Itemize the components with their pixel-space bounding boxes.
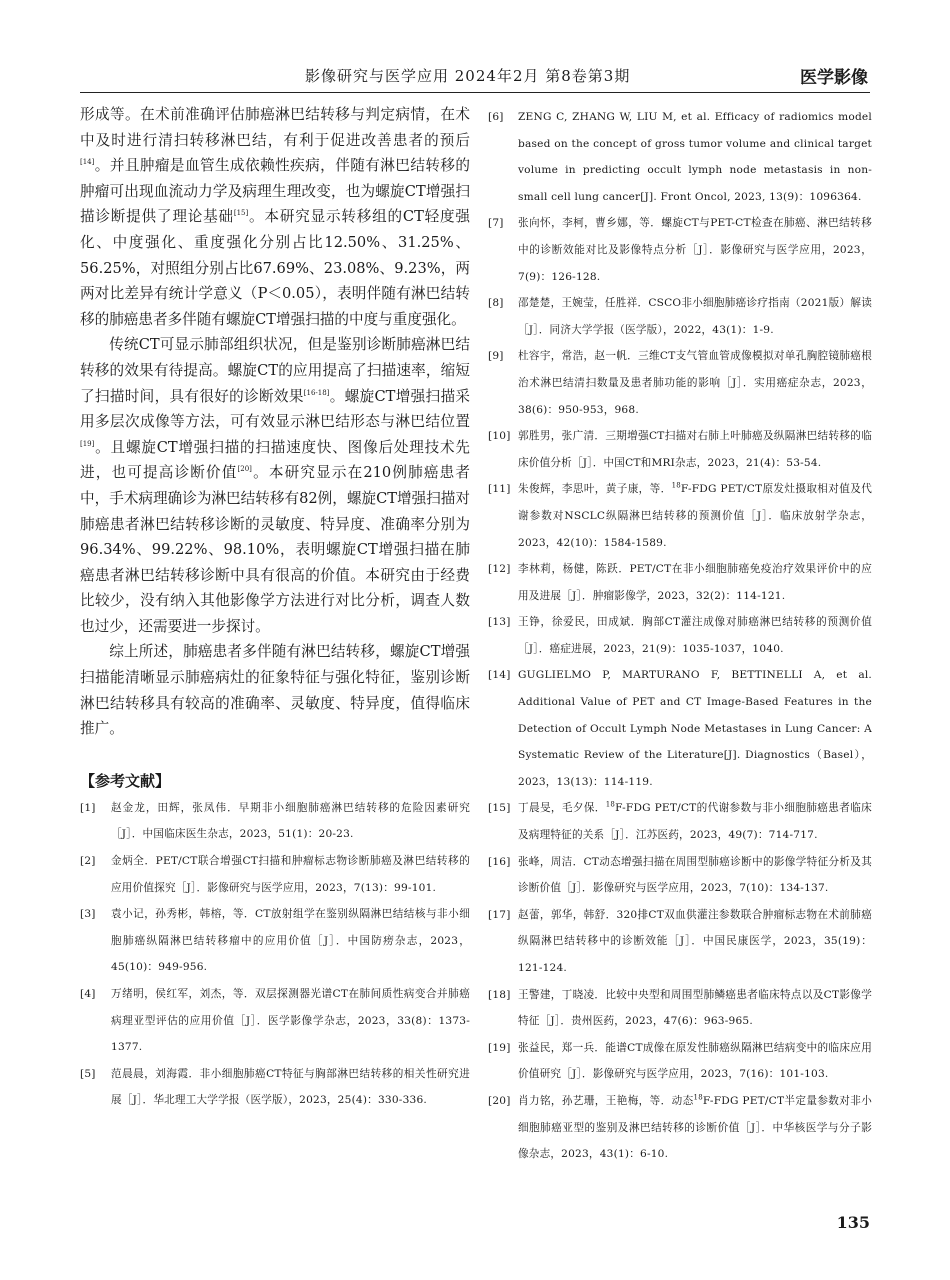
body-paragraph-1: [80, 102, 470, 332]
reference-text: 王警建，丁晓凌．比较中央型和周围型肺鳞癌患者临床特点以及CT影像学特征［J］．贵州医药，2023，47(6)：963-965.: [518, 988, 872, 1028]
reference-text: 张峰，周洁．CT动态增强扫描在周围型肺癌诊断中的影像学特征分析及其诊断价值［J］．影像研究与医学应用，2023，7(10)：134-137.: [518, 855, 872, 895]
reference-number: [2]: [80, 855, 96, 868]
reference-item: [488, 556, 872, 609]
reference-number: [8]: [488, 297, 504, 310]
reference-item: [488, 343, 872, 423]
reference-item: [488, 290, 872, 343]
body-paragraph-3: 综上所述，肺癌患者多伴随有淋巴结转移，螺旋CT增强扫描能清晰显示肺癌病灶的征象特征与强化特征，鉴别诊断淋巴结转移具有较高的准确率、灵敏度、特异度，值得临床推广。: [80, 643, 470, 738]
text-run: 传统CT可显示肺部组织状况，但是鉴别诊断肺癌淋巴结转移的效果有待提高。螺旋CT的应用提高了扫描速率，缩短了扫描时间，具有很好的诊断效果: [80, 336, 470, 405]
reference-number: [5]: [80, 1067, 96, 1080]
reference-item: [488, 609, 872, 662]
reference-number: [1]: [80, 801, 96, 814]
reference-item: [80, 1061, 470, 1114]
reference-item: [488, 982, 872, 1035]
reference-number: [12]: [488, 563, 511, 576]
reference-number: [18]: [488, 988, 511, 1001]
references-heading: 【参考文献】: [80, 771, 171, 790]
isotope-superscript: 18: [671, 481, 681, 490]
reference-number: [11]: [488, 483, 511, 496]
reference-number: [13]: [488, 616, 511, 629]
reference-number: [15]: [488, 802, 511, 815]
citation: [19]: [80, 439, 95, 448]
reference-text: F-FDG PET/CT原发灶摄取相对值及代谢参数对NSCLC纵隔淋巴结转移的预测价值［J］．临床放射学杂志，2023，42(10)：1584-1589.: [518, 483, 872, 549]
reference-number: [6]: [488, 111, 504, 123]
reference-text: 张向怀，李柯，曹乡娜，等．螺旋CT与PET-CT检查在肺癌、淋巴结转移中的诊断效能对比及影像特点分析［J］．影像研究与医学应用，2023，7(9)：126-128.: [518, 217, 872, 283]
reference-text: GUGLIELMO P, MARTURANO F, BETTINELLI A, et al. Additional Value of PET and CT Image-Based Features in the Detection of Occult Lymph Node Metastases in Lung Cancer: A Systematic Review of the Literature[J]. Diagnostics（Basel），2023，13(13)：114-119.: [518, 669, 872, 788]
isotope-superscript: 18: [693, 1093, 703, 1102]
citation: [16-18]: [303, 388, 330, 397]
reference-item: [80, 795, 470, 848]
right-column: [488, 104, 872, 1168]
text-run: 。本研究显示转移组的CT轻度强化、中度强化、重度强化分别占比12.50%、31.25%、56.25%，对照组分别占比67.69%、23.08%、9.23%，两两对比差异有统计学意义（P＜0.05），表明伴随有淋巴结转移的肺癌患者多伴随有螺旋CT增强扫描的中度与重度强化。: [80, 208, 470, 328]
citation: [14]: [80, 158, 95, 167]
reference-text: 肖力铭，孙艺珊，王艳梅，等．动态: [518, 1094, 694, 1107]
reference-number: [16]: [488, 855, 511, 868]
running-header: [80, 62, 870, 93]
reference-item: [488, 902, 872, 982]
reference-item: [488, 210, 872, 290]
reference-number: [4]: [80, 988, 96, 1000]
reference-number: [14]: [488, 669, 511, 682]
reference-item: [488, 476, 872, 556]
reference-item: [80, 981, 470, 1061]
left-column: [80, 102, 470, 1114]
reference-number: [9]: [488, 350, 504, 363]
text-run: 形成等。在术前准确评估肺癌淋巴结转移与判定病情，在术中及时进行清扫转移淋巴结，有利于促进改善患者的预后: [80, 106, 470, 149]
reference-text: F-FDG PET/CT的代谢参数与非小细胞肺癌患者临床及病理特征的关系［J］．江苏医药，2023，49(7)：714-717.: [518, 802, 872, 842]
reference-text: 杜容宇，常浩，赵一帆．三维CT支气管血管成像模拟对单孔胸腔镜肺癌根治术淋巴结清扫数量及患者肺功能的影响［J］．实用癌症杂志，2023，38(6)：950-953，968.: [518, 350, 872, 416]
isotope-superscript: 18: [605, 800, 616, 809]
reference-text: 赵蕾，郭华，韩舒．320排CT双血供灌注参数联合肿瘤标志物在术前肺癌纵隔淋巴结转移中的诊断效能［J］．中国民康医学，2023，35(19)：121-124.: [518, 908, 872, 974]
reference-number: [19]: [488, 1041, 511, 1054]
reference-number: [3]: [80, 908, 96, 921]
reference-text: 万绪明，侯红军，刘杰，等．双层探测器光谱CT在肺间质性病变合并肺癌病理亚型评估的应用价值［J］．医学影像学杂志，2023，33(8)：1373-1377.: [111, 988, 470, 1054]
reference-text: 范晨晨，刘海霞．非小细胞肺癌CT特征与胸部淋巴结转移的相关性研究进展［J］．华北理工大学学报（医学版），2023，25(4)：330-336.: [111, 1067, 470, 1107]
reference-text: 金炳全．PET/CT联合增强CT扫描和肿瘤标志物诊断肺癌及淋巴结转移的应用价值探究［J］．影像研究与医学应用，2023，7(13)：99-101.: [111, 855, 470, 894]
reference-text: 郭胜男，张广清．三期增强CT扫描对右肺上叶肺癌及纵隔淋巴结转移的临床价值分析［J］．中国CT和MRI杂志，2023，21(4)：53-54.: [518, 430, 872, 469]
page-number: 135: [836, 1213, 870, 1232]
reference-text: 赵金龙，田辉，张凤伟．早期非小细胞肺癌淋巴结转移的危险因素研究［J］．中国临床医生杂志，2023，51(1)：20-23.: [111, 801, 470, 841]
reference-number: [7]: [488, 217, 504, 230]
reference-item: [488, 849, 872, 902]
citation: [20]: [237, 465, 252, 474]
reference-text: 李林莉，杨健，陈跃．PET/CT在非小细胞肺癌免疫治疗效果评价中的应用及进展［J］．肿瘤影像学，2023，32(2)：114-121.: [518, 563, 872, 602]
reference-item: [488, 795, 872, 848]
reference-item: [488, 662, 872, 795]
text-run: 。并且肿瘤是血管生成依赖性疾病，伴随有淋巴结转移的肿瘤可出现血流动力学及病理生理改变，也为螺旋CT增强扫描诊断提供了理论基础: [80, 157, 470, 226]
journal-title: 影像研究与医学应用 2024年2月 第8卷第3期: [305, 67, 631, 85]
reference-text: F-FDG PET/CT半定量参数对非小细胞肺癌亚型的鉴别及淋巴结转移的诊断价值［J］．中华核医学与分子影像杂志，2023，43(1)：6-10.: [518, 1094, 873, 1161]
reference-number: [17]: [488, 908, 511, 921]
reference-text: ZENG C, ZHANG W, LIU M, et al. Efficacy of radiomics model based on the concept of gross tumor volume and clinical target volume in predicting occult lymph node metastasis in non-small cell lung cancer[J]. Front Oncol, 2023, 13(9)：1096364.: [518, 111, 872, 203]
citation: [15]: [233, 209, 249, 218]
reference-item: [488, 1035, 872, 1088]
reference-item: [80, 901, 470, 981]
reference-text: 丁晨旻，毛夕保．: [518, 802, 606, 815]
reference-item: [488, 104, 872, 210]
reference-text: 王铮，徐爱民，田成斌．胸部CT灌注成像对肺癌淋巴结转移的预测价值［J］．癌症进展，2023，21(9)：1035-1037，1040.: [518, 616, 872, 655]
section-title: 医学影像: [800, 68, 868, 88]
reference-text: 袁小记，孙秀彬，韩榕，等．CT放射组学在鉴别纵隔淋巴结结核与非小细胞肺癌纵隔淋巴结转移瘤中的应用价值［J］．中国防痨杂志，2023，45(10)：949-956.: [111, 908, 470, 974]
text-run: 。本研究显示在210例肺癌患者中，手术病理确诊为淋巴结转移有82例，螺旋CT增强扫描对肺癌患者淋巴结转移诊断的灵敏度、特异度、准确率分别为96.34%、99.22%、98.10%，表明螺旋CT增强扫描在肺癌患者淋巴结转移诊断中具有很高的价值。本研究由于经费比较少，没有纳入其他影像学方法进行对比分析，调查人数也过少，还需要进一步探讨。: [80, 464, 470, 635]
reference-text: 邵楚楚，王婉莹，任胜祥．CSCO非小细胞肺癌诊疗指南（2021版）解读［J］．同济大学学报（医学版），2022，43(1)：1-9.: [518, 297, 872, 336]
reference-number: [20]: [488, 1094, 511, 1107]
text-run: 。螺旋CT增强扫描采用多层次成像等方法，可有效显示淋巴结形态与淋巴结位置: [80, 387, 470, 431]
body-paragraph-2: [80, 332, 470, 639]
reference-number: [10]: [488, 430, 511, 443]
text-run: 。且螺旋CT增强扫描的扫描速度快、图像后处理技术先进，也可提高诊断价值: [80, 438, 470, 482]
reference-item: [488, 1088, 872, 1168]
reference-text: 张益民，郑一兵．能谱CT成像在原发性肺癌纵隔淋巴结病变中的临床应用价值研究［J］．影像研究与医学应用，2023，7(16)：101-103.: [518, 1041, 872, 1081]
reference-item: [80, 848, 470, 901]
reference-text: 朱俊辉，李思叶，黄子康，等．: [518, 483, 672, 496]
reference-item: [488, 423, 872, 476]
